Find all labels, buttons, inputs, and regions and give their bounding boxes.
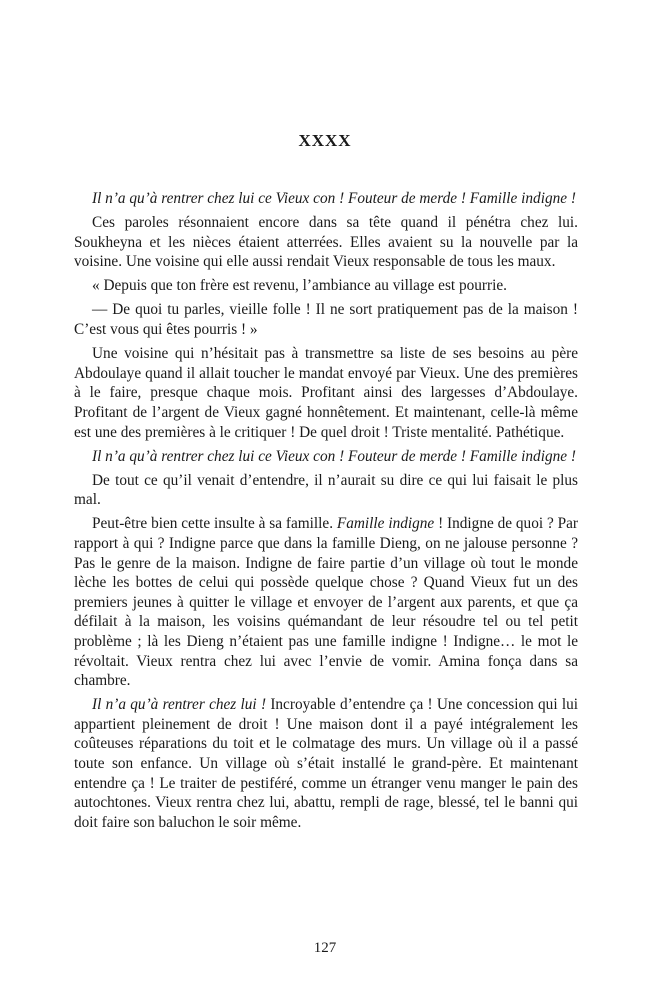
text-segment: ! Indigne de quoi ? Par rapport à qui ? Indigne parce que dans la famille Dieng, on ne jalouse personne ? Pas le genre de la maison. Indigne de faire partie d’un village où tout le monde lèche les bottes de celui qui possède quelque chose ? Quand Vieux fut un des premiers jeunes à quitter le village et envoyer de l’argent aux parents, et que ça défilait à la maison, les voisins quémandant de leur résoudre tel ou tel petit problème ; là les Dieng n’étaient pas une famille indigne ! Indigne… le mot le révoltait. Vieux rentra chez lui avec l’envie de vomir. Amina fonça dans sa chambre. [74,515,578,690]
paragraph: — De quoi tu parles, vieille folle ! Il ne sort pratiquement pas de la maison ! C’est vous qui êtes pourris ! » [74,301,578,339]
text-segment: Peut-être bien cette insulte à sa famille. [92,515,337,533]
paragraph: Ces paroles résonnaient encore dans sa tête quand il pénétra chez lui. Soukheyna et les nièces étaient atterrées. Elles avaient su la nouvelle par la voisine. Une voisine qui elle aussi rendait Vieux responsable de tous les maux. [74,214,578,271]
paragraph: De tout ce qu’il venait d’entendre, il n’aurait su dire ce qui lui faisait le plus mal. [74,471,578,509]
body-text [74,189,578,837]
paragraph: Une voisine qui n’hésitait pas à transmettre sa liste de ses besoins au père Abdoulaye quand il allait toucher le mandat envoyé par Vieux. Une des premières à le faire, presque chaque mois. Profitant ainsi des largesses d’Abdoulaye. Profitant de l’argent de Vieux gagné honnêtement. Et maintenant, celle-là même est une des premières à le critiquer ! De quel droit ! Triste mentalité. Pathétique. [74,345,578,441]
paragraph [74,514,578,690]
paragraph: « Depuis que ton frère est revenu, l’ambiance au village est pourrie. [92,277,507,295]
italic-text-segment: Il n’a qu’à rentrer chez lui ! [92,696,267,714]
text-segment: Incroyable d’entendre ça ! Une concession qui lui appartient pleinement de droit ! Une maison dont il a payé intégralement les coûteuses réparations du toit et le colmatage des murs. Un village où il a passé toute son enfance. Un village où s’était installé le grand-père. Et maintenant entendre ça ! Le traiter de pestiféré, comme un étranger venu manger le pain des autochtones. Vieux rentra chez lui, abattu, rempli de rage, blessé, tel le banni qui doit faire son baluchon le soir même. [74,696,579,831]
chapter-title: XXXX [298,131,352,150]
paragraph [74,695,578,832]
paragraph: Il n’a qu’à rentrer chez lui ce Vieux con ! Fouteur de merde ! Famille indigne ! [92,190,576,207]
page-number: 127 [313,940,337,956]
italic-text-segment: Famille indigne [336,515,435,533]
paragraph: Il n’a qu’à rentrer chez lui ce Vieux con ! Fouteur de merde ! Famille indigne ! [92,447,576,465]
